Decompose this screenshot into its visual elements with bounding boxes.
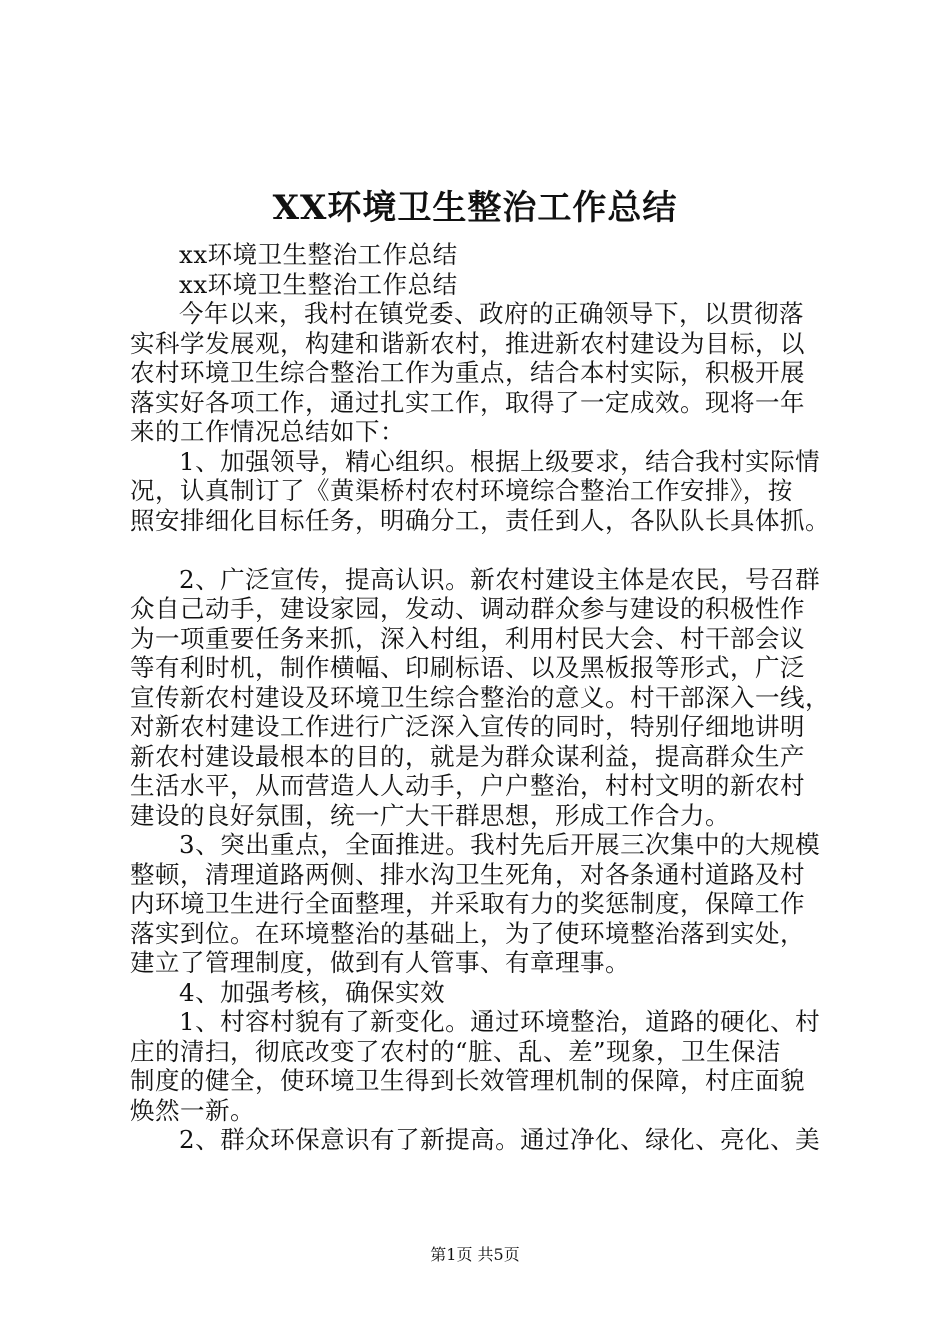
text-line: 4、加强考核，确保实效 bbox=[179, 977, 446, 1007]
text-line: 生活水平，从而营造人人动手，户户整治，村村文明的新农村 bbox=[130, 771, 805, 800]
text-line: 2、群众环保意识有了新提高。通过净化、绿化、亮化、美 bbox=[179, 1125, 821, 1154]
text-line: 建立了管理制度，做到有人管事、有章理事。 bbox=[130, 948, 630, 977]
text-line: 建设的良好氛围，统一广大干群思想，形成工作合力。 bbox=[130, 800, 730, 830]
text-line: 众自己动手，建设家园，发动、调动群众参与建设的积极性作 bbox=[130, 594, 805, 623]
text-line: 内环境卫生进行全面整理，并采取有力的奖惩制度，保障工作 bbox=[130, 889, 805, 918]
document-title: XX环境卫生整治工作总结 bbox=[272, 188, 678, 228]
text-line: 1、村容村貌有了新变化。通过环境整治，道路的硬化、村 bbox=[179, 1007, 821, 1036]
text-line: 落实好各项工作，通过扎实工作，取得了一定成效。现将一年 bbox=[130, 387, 805, 417]
page-number-footer: 第1页 共5页 bbox=[430, 1245, 520, 1264]
text-line: 2、广泛宣传，提高认识。新农村建设主体是农民，号召群 bbox=[179, 564, 821, 594]
text-line: 实科学发展观，构建和谐新农村，推进新农村建设为目标，以 bbox=[130, 328, 805, 358]
text-line: 整顿，清理道路两侧、排水沟卫生死角，对各条通村道路及村 bbox=[130, 859, 805, 889]
document-body bbox=[130, 240, 830, 1155]
text-line: 照安排细化目标任务，明确分工，责任到人，各队队长具体抓。 bbox=[130, 505, 830, 535]
text-line: xx环境卫生整治工作总结 bbox=[179, 240, 458, 269]
blank-line bbox=[130, 535, 830, 565]
text-line: 落实到位。在环境整治的基础上，为了使环境整治落到实处， bbox=[130, 918, 805, 948]
text-line: 庄的清扫，彻底改变了农村的“脏、乱、差”现象，卫生保洁 bbox=[130, 1036, 782, 1066]
text-line: 为一项重要任务来抓，深入村组，利用村民大会、村干部会议 bbox=[130, 623, 805, 653]
text-line: 况，认真制订了《黄渠桥村农村环境综合整治工作安排》，按 bbox=[130, 476, 793, 505]
text-line: 制度的健全，使环境卫生得到长效管理机制的保障，村庄面貌 bbox=[130, 1066, 805, 1095]
text-line: 来的工作情况总结如下： bbox=[130, 417, 405, 446]
text-line: 新农村建设最根本的目的，就是为群众谋利益，提高群众生产 bbox=[130, 741, 805, 771]
text-line: 等有利时机，制作横幅、印刷标语、以及黑板报等形式，广泛 bbox=[130, 653, 805, 682]
text-line: 1、加强领导，精心组织。根据上级要求，结合我村实际情 bbox=[179, 446, 821, 476]
text-line: 3、突出重点，全面推进。我村先后开展三次集中的大规模 bbox=[179, 830, 821, 859]
text-line: xx环境卫生整治工作总结 bbox=[179, 269, 458, 299]
text-line: 宣传新农村建设及环境卫生综合整治的意义。村干部深入一线， bbox=[130, 682, 830, 712]
text-line: 农村环境卫生综合整治工作为重点，结合本村实际，积极开展 bbox=[130, 358, 805, 387]
text-line: 今年以来，我村在镇党委、政府的正确领导下，以贯彻落 bbox=[179, 299, 804, 328]
text-line: 焕然一新。 bbox=[130, 1095, 255, 1125]
text-line: 对新农村建设工作进行广泛深入宣传的同时，特别仔细地讲明 bbox=[130, 712, 805, 741]
